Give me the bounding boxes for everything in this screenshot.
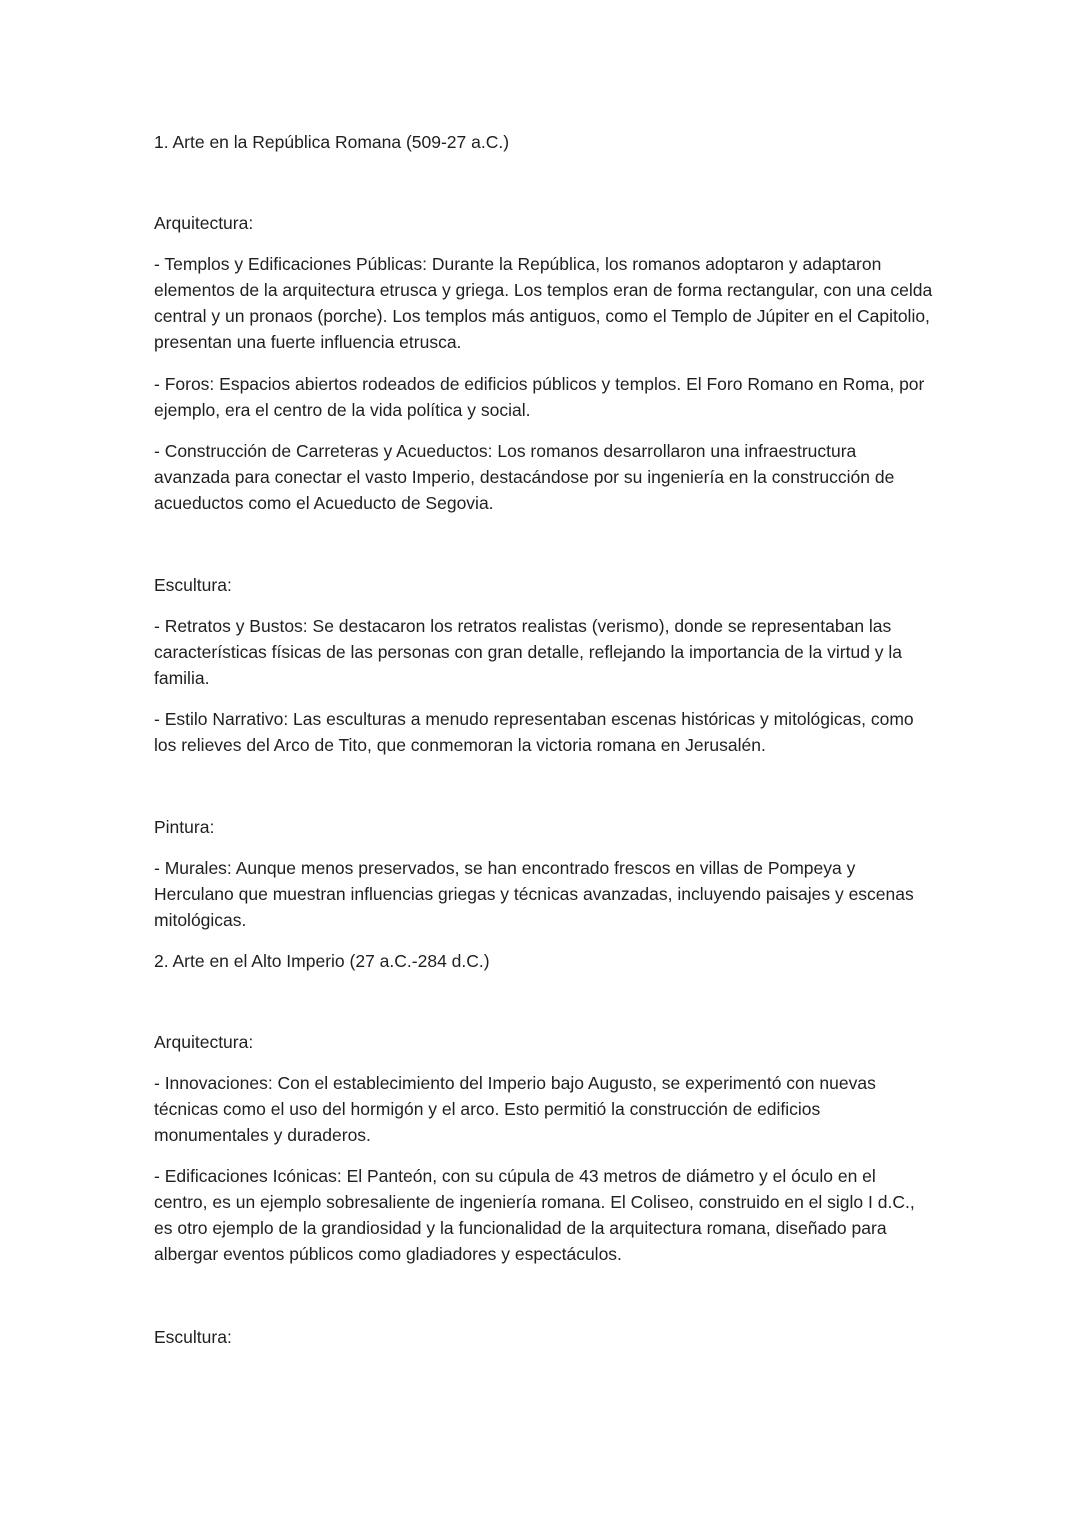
section-2-architecture-iconic: - Edificaciones Icónicas: El Panteón, con su cúpula de 43 metros de diámetro y el óculo en el centro, es un ejemplo sobresaliente de ingeniería romana. El Coliseo, construido en el siglo I d.C., es otro ejemplo de la grandiosidad y la funcionalidad de la arquitectura romana, diseñado para albergar eventos públicos como gladiadores y espectáculos. xyxy=(154,1166,915,1264)
section-1-sculpture-heading: Escultura: xyxy=(154,575,232,595)
section-1-painting-murals: - Murales: Aunque menos preservados, se han encontrado frescos en villas de Pompeya y Herculano que muestran influencias griegas y técnicas avanzadas, incluyendo paisajes y escenas mitológicas. xyxy=(154,858,914,930)
section-1-architecture-temples: - Templos y Edificaciones Públicas: Durante la República, los romanos adoptaron y adaptaron elementos de la arquitectura etrusca y griega. Los templos eran de forma rectangular, con una celda central y un pronaos (porche). Los templos más antiguos, como el Templo de Júpiter en el Capitolio, presentan una fuerte influencia etrusca. xyxy=(154,254,933,352)
section-1-sculpture-narrative: - Estilo Narrativo: Las esculturas a menudo representaban escenas históricas y mitológicas, como los relieves del Arco de Tito, que conmemoran la victoria romana en Jerusalén. xyxy=(154,709,914,755)
section-1-title: 1. Arte en la República Romana (509-27 a.C.) xyxy=(154,132,510,152)
section-1-architecture-heading: Arquitectura: xyxy=(154,213,254,233)
section-2-architecture-innovations: - Innovaciones: Con el establecimiento del Imperio bajo Augusto, se experimentó con nuevas técnicas como el uso del hormigón y el arco. Esto permitió la construcción de edificios monumentales y duraderos. xyxy=(154,1073,876,1145)
section-2-sculpture-heading: Escultura: xyxy=(154,1327,232,1347)
section-2-architecture-heading: Arquitectura: xyxy=(154,1032,254,1052)
section-1-sculpture-portraits: - Retratos y Bustos: Se destacaron los retratos realistas (verismo), donde se representaban las características físicas de las personas con gran detalle, reflejando la importancia de la virtud y la familia. xyxy=(154,616,903,688)
section-2-title: 2. Arte en el Alto Imperio (27 a.C.-284 d.C.) xyxy=(154,951,490,971)
section-1-architecture-forums: - Foros: Espacios abiertos rodeados de edificios públicos y templos. El Foro Romano en Roma, por ejemplo, era el centro de la vida política y social. xyxy=(154,374,925,420)
section-1-painting-heading: Pintura: xyxy=(154,817,215,837)
section-1-architecture-roads: - Construcción de Carreteras y Acueductos: Los romanos desarrollaron una infraestructura avanzada para conectar el vasto Imperio, destacándose por su ingeniería en la construcción de acueductos como el Acueducto de Segovia. xyxy=(154,441,895,513)
